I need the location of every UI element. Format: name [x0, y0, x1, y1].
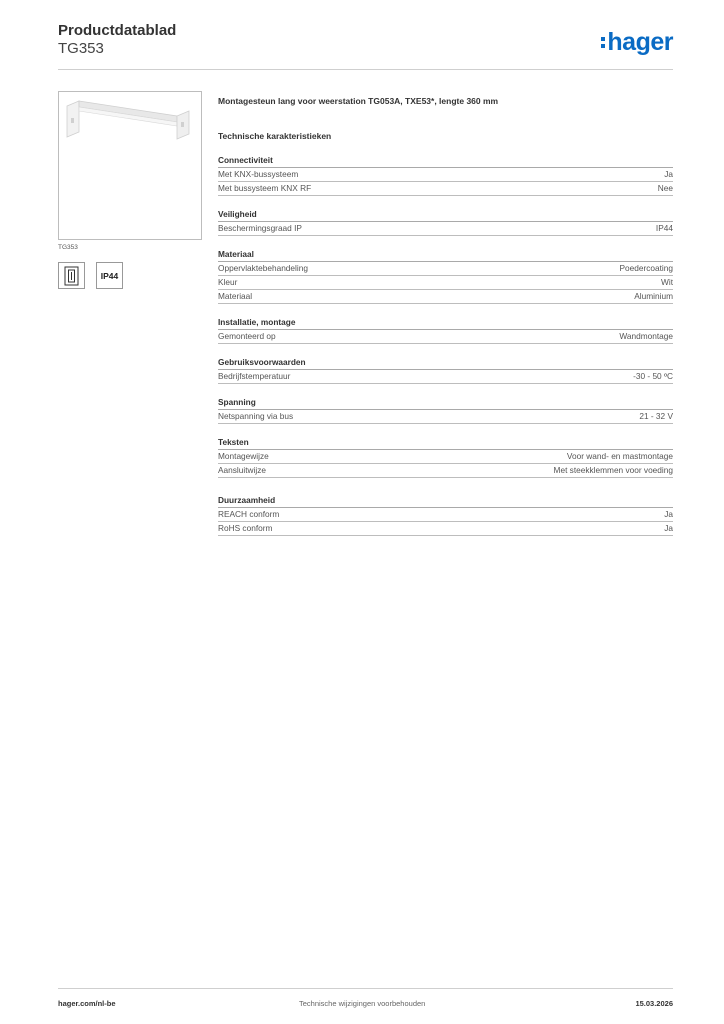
- spec-row: [218, 182, 673, 196]
- product-description: Montagesteun lang voor weerstation TG053A, TXE53*, lengte 360 mm: [218, 96, 499, 106]
- wall-mount-icon: [64, 266, 79, 286]
- spec-row: [218, 290, 673, 304]
- spec-label: Kleur: [218, 277, 238, 287]
- section-spanning: [218, 396, 673, 424]
- product-content: [218, 96, 673, 536]
- spec-value: Met steekklemmen voor voeding: [553, 465, 673, 475]
- section-teksten: [218, 436, 673, 478]
- badge-wall-mount: [58, 262, 85, 289]
- section-title: Installatie, montage: [218, 316, 673, 330]
- section-title: Teksten: [218, 436, 673, 450]
- spec-label: Montagewijze: [218, 451, 269, 461]
- spec-value: -30 - 50 ºC: [633, 371, 673, 381]
- spec-row: [218, 276, 673, 290]
- spec-value: Aluminium: [634, 291, 673, 301]
- section-title: Duurzaamheid: [218, 494, 673, 508]
- spec-label: Met bussysteem KNX RF: [218, 183, 312, 193]
- spec-value: Wit: [661, 277, 673, 287]
- spec-value: Poedercoating: [619, 263, 673, 273]
- section-title: Spanning: [218, 396, 673, 410]
- hager-logo: [601, 28, 673, 56]
- section-title: Gebruiksvoorwaarden: [218, 356, 673, 370]
- product-image: [58, 91, 202, 240]
- spec-row: [218, 168, 673, 182]
- section-installatie-montage: [218, 316, 673, 344]
- footer-date: 15.03.2026: [635, 999, 673, 1008]
- spec-value: Ja: [664, 509, 673, 519]
- logo-dots-icon: [601, 37, 605, 48]
- section-title: Connectiviteit: [218, 154, 673, 168]
- spec-row: [218, 330, 673, 344]
- spec-row: [218, 450, 673, 464]
- spec-label: Netspanning via bus: [218, 411, 294, 421]
- spec-value: Wandmontage: [619, 331, 673, 341]
- spec-label: Bedrijfstemperatuur: [218, 371, 291, 381]
- spec-value: 21 - 32 V: [639, 411, 673, 421]
- spec-label: Oppervlaktebehandeling: [218, 263, 308, 273]
- section-title: Veiligheid: [218, 208, 673, 222]
- footer-disclaimer: Technische wijzigingen voorbehouden: [299, 999, 426, 1008]
- spec-value: Ja: [664, 523, 673, 533]
- document-title: Productdatablad: [58, 22, 177, 39]
- section-materiaal: [218, 248, 673, 304]
- section-veiligheid: [218, 208, 673, 236]
- logo-text: hager: [607, 28, 673, 56]
- spec-label: Met KNX-bussysteem: [218, 169, 299, 179]
- spec-row: [218, 222, 673, 236]
- spec-row: [218, 370, 673, 384]
- spec-row: [218, 410, 673, 424]
- spec-label: Aansluitwijze: [218, 465, 266, 475]
- spec-label: RoHS conform: [218, 523, 273, 533]
- spec-row: [218, 464, 673, 478]
- page-footer: [58, 988, 673, 1008]
- spec-row: [218, 262, 673, 276]
- spec-value: Nee: [657, 183, 673, 193]
- spec-value: IP44: [655, 223, 673, 233]
- wall-bracket-image: [59, 92, 203, 241]
- spec-row: [218, 522, 673, 536]
- product-reference: TG353: [58, 244, 78, 251]
- section-duurzaamheid: [218, 494, 673, 536]
- spec-value: Ja: [664, 169, 673, 179]
- page-header: [58, 22, 673, 70]
- spec-label: Beschermingsgraad IP: [218, 223, 302, 233]
- section-gebruiksvoorwaarden: [218, 356, 673, 384]
- section-title: Materiaal: [218, 248, 673, 262]
- spec-value: Voor wand- en mastmontage: [566, 451, 673, 461]
- section-connectiviteit: [218, 154, 673, 196]
- document-subtitle: TG353: [58, 40, 104, 57]
- spec-label: Materiaal: [218, 291, 253, 301]
- spec-label: Gemonteerd op: [218, 331, 276, 341]
- technical-heading: Technische karakteristieken: [218, 131, 332, 141]
- footer-url-link[interactable]: hager.com/nl-be: [58, 999, 116, 1008]
- badge-ip44: IP44: [96, 262, 123, 289]
- spec-row: [218, 508, 673, 522]
- spec-label: REACH conform: [218, 509, 280, 519]
